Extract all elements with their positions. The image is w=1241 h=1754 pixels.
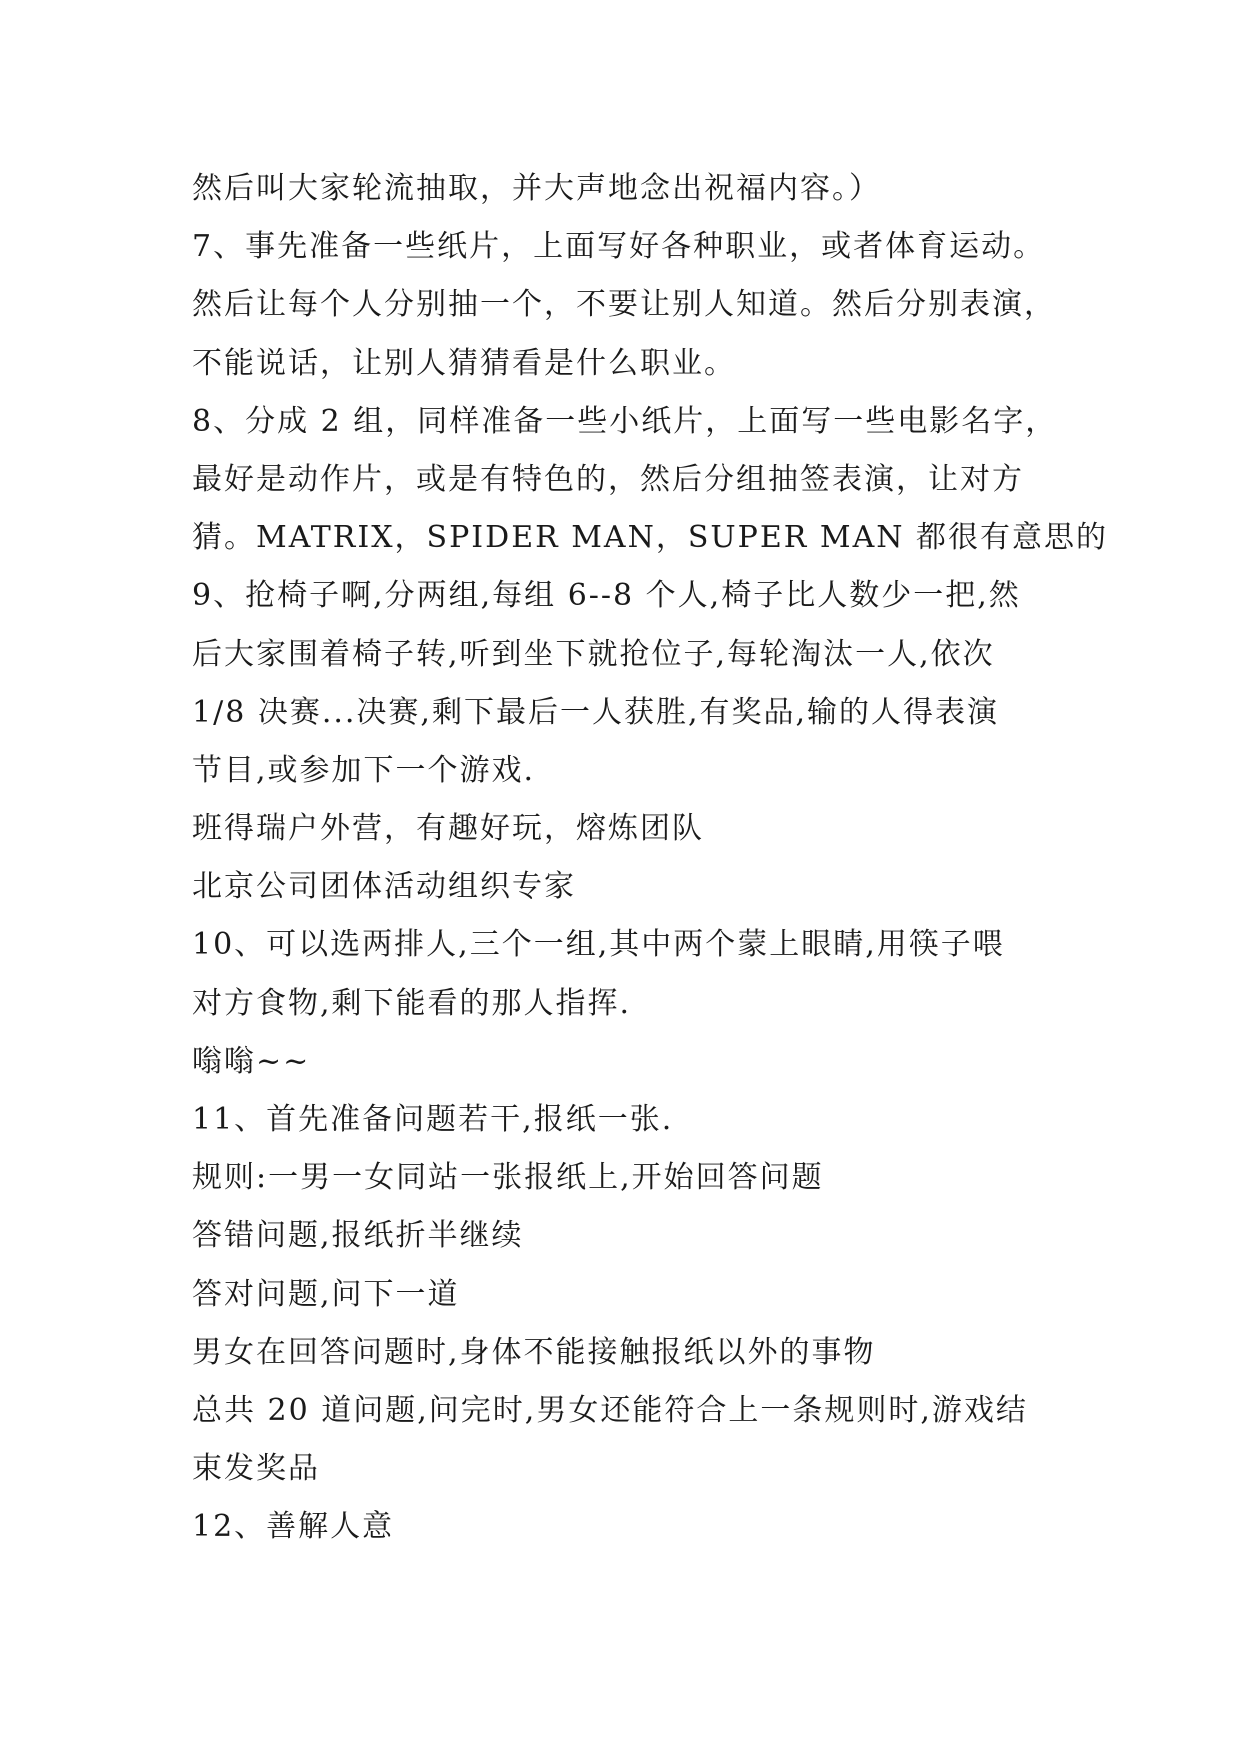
text-line: 不能说话，让别人猜猜看是什么职业。 <box>192 345 736 381</box>
text-line: 然后叫大家轮流抽取，并大声地念出祝福内容。） <box>192 171 881 206</box>
text-line: 北京公司团体活动组织专家 <box>192 869 576 905</box>
text-line: 嗡嗡~~ <box>192 1043 311 1079</box>
text-line: 7、事先准备一些纸片，上面写好各种职业，或者体育运动。 <box>192 229 1046 265</box>
text-line: 11、首先准备问题若干,报纸一张. <box>192 1102 674 1137</box>
text-line: 规则:一男一女同站一张报纸上,开始回答问题 <box>192 1160 824 1196</box>
text-line: 然后让每个人分别抽一个，不要让别人知道。然后分别表演， <box>192 287 1056 323</box>
document-body <box>192 160 1109 1557</box>
text-line: 答错问题,报纸折半继续 <box>192 1218 524 1254</box>
text-line: 对方食物,剩下能看的那人指挥. <box>192 985 632 1021</box>
text-line: 班得瑞户外营，有趣好玩，熔炼团队 <box>192 811 704 847</box>
text-line: 9、抢椅子啊,分两组,每组 6--8 个人,椅子比人数少一把,然 <box>192 578 1021 614</box>
text-line: 后大家围着椅子转,听到坐下就抢位子,每轮淘汰一人,依次 <box>192 636 995 672</box>
text-line: 男女在回答问题时,身体不能接触报纸以外的事物 <box>192 1334 876 1370</box>
text-line: 总共 20 道问题,问完时,男女还能符合上一条规则时,游戏结 <box>192 1392 1028 1428</box>
text-line: 8、分成 2 组，同样准备一些小纸片，上面写一些电影名字， <box>192 403 1058 439</box>
text-line: 最好是动作片，或是有特色的，然后分组抽签表演，让对方 <box>192 461 1024 497</box>
text-line: 答对问题,问下一道 <box>192 1276 460 1312</box>
text-line: 节目,或参加下一个游戏. <box>192 752 536 788</box>
text-line: 1/8 决赛...决赛,剩下最后一人获胜,有奖品,输的人得表演 <box>192 694 1000 730</box>
text-line: 12、善解人意 <box>192 1509 395 1545</box>
text-line: 束发奖品 <box>192 1451 320 1487</box>
text-line: 10、可以选两排人,三个一组,其中两个蒙上眼睛,用筷子喂 <box>192 927 1005 963</box>
text-line: 猜。MATRIX，SPIDER MAN，SUPER MAN 都很有意思的 <box>192 520 1109 556</box>
